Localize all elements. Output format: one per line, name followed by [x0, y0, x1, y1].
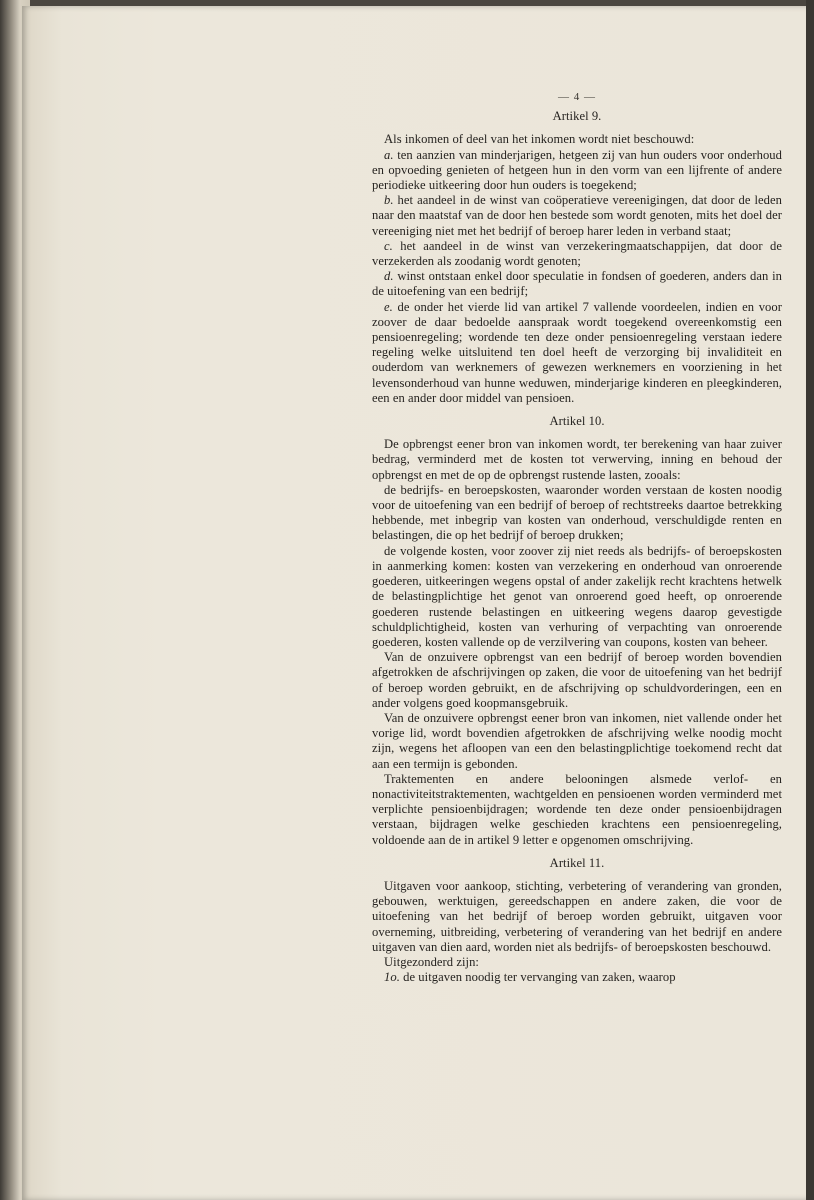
right-page-edge — [806, 0, 814, 1200]
item-text: ten aanzien van minderjarigen, hetgeen zij van hun ouders voor onderhoud en opvoeding genieten of hetgeen hun in den vorm van een lijfrente of andere periodieke uitkeering door hun ouders is toegekend; — [372, 147, 782, 193]
article-11-item-1 — [372, 970, 782, 985]
article-11-title: Artikel 11. — [549, 855, 605, 870]
article-10-paragraph: de volgende kosten, voor zoover zij niet reeds als bedrijfs- of beroepskosten in aanmerking komen: kosten van verzekering en onderhoud van onroerende goederen, uitkeeringen wegens opstal of ander zakelijk recht krachtens hetwelk de belastingplichtige het genot van onroerend goed heeft, op onroerende goederen rustende belastingen en uitkeering wegens daarop gevestigde schuldplichtigheid, kosten van verhuring of verpachting van onroerende goederen, kosten vallende op de verzilvering van coupons, kosten van beheer. — [372, 543, 782, 649]
article-9-item-a — [372, 148, 782, 194]
article-10-paragraph: de bedrijfs- en beroepskosten, waaronder worden verstaan de kosten noodig voor de uitoefening van een bedrijf of beroep of rechtstreeks daartoe betrekking hebbende, met inbegrip van kosten van onderhoud, verschuldigde renten en belastingen, die op het bedrijf of beroep drukken; — [372, 482, 782, 543]
article-9-item-d — [372, 269, 782, 299]
item-text: de uitgaven noodig ter vervanging van zaken, waarop — [403, 970, 676, 985]
item-label: c. — [384, 238, 393, 253]
item-label: d. — [384, 269, 394, 284]
article-10-title: Artikel 10. — [549, 414, 605, 429]
article-9-intro: Als inkomen of deel van het inkomen wordt niet beschouwd: — [384, 132, 695, 147]
item-text: het aandeel in de winst van verzekeringmaatschappijen, dat door de verzekerden als zoodanig wordt genoten; — [372, 238, 782, 269]
item-text: het aandeel in de winst van coöperatieve vereenigingen, dat door de leden naar den maatstaf van de door hen bestede som wordt genoten, mits het doel der vereeniging niet met het bedrijf of beroep harer leden in verband staat; — [372, 193, 782, 238]
article-11-paragraph: Uitgaven voor aankoop, stichting, verbetering of verandering van gronden, gebouwen, werktuigen, gereedschappen en andere zaken, die voor de uitoefening van het bedrijf of beroep worden gebruikt, uitgaven voor overneming, uitbreiding, verbetering of verandering van het bedrijf en andere uitgaven van dien aard, worden niet als bedrijfs- of beroepskosten beschouwd. — [372, 878, 782, 954]
item-label: e. — [384, 299, 393, 314]
text-column — [372, 90, 782, 985]
item-label: 1o. — [384, 970, 400, 985]
page-number: — 4 — — [558, 91, 596, 103]
article-10-paragraph: Traktementen en andere belooningen alsmede verlof- en nonactiviteitstraktementen, wachtgelden en pensioenen worden verminderd met verplichte pensioenbijdragen; wordende ten deze onder pensioenbijdragen verstaan, bijdragen welke geschieden krachtens een pensioenregeling, voldoende aan de in artikel 9 letter e opgenomen omschrijving. — [372, 771, 782, 847]
article-10-paragraph: Van de onzuivere opbrengst van een bedrijf of beroep worden bovendien afgetrokken de afschrijvingen op zaken, die voor de uitoefening van het bedrijf of beroep worden gebruikt, en de afschrijving op schuldvorderingen, een en ander volgens goed koopmansgebruik. — [372, 650, 782, 710]
article-10-paragraph: De opbrengst eener bron van inkomen wordt, ter berekening van haar zuiver bedrag, verminderd met de kosten tot verwerving, inning en behoud der opbrengst en met de op de opbrengst rustende lasten, zooals: — [372, 437, 782, 482]
article-9-item-c — [372, 239, 782, 269]
article-9-item-e — [372, 300, 782, 406]
article-9-item-b — [372, 193, 782, 239]
item-label: b. — [384, 193, 394, 208]
article-9-title: Artikel 9. — [552, 109, 602, 124]
item-label: a. — [384, 147, 394, 162]
item-text: winst ontstaan enkel door speculatie in fondsen of goederen, anders dan in de uitoefening van een bedrijf; — [372, 269, 783, 299]
article-11-paragraph: Uitgezonderd zijn: — [384, 954, 479, 969]
item-text: de onder het vierde lid van artikel 7 vallende voordeelen, indien en voor zoover de daar bedoelde aanspraak wordt toegekend overeenkomstig een pensioenregeling; wordende ten deze onder pensioenregeling verstaan iedere regeling welke uitsluitend ten doel heeft de verzorging bij invaliditeit en ouderdom van werknemers of gewezen werknemers en voorziening in het levensonderhoud van hunne weduwen, minderjarige kinderen en pleegkinderen, een en ander door middel van pensioen. — [372, 299, 782, 405]
article-10-paragraph: Van de onzuivere opbrengst eener bron van inkomen, niet vallende onder het vorige lid, wordt bovendien afgetrokken de afschrijving welke noodig mocht zijn, wegens het afloopen van een den belastingplichtige toekomend recht dat aan een termijn is gebonden. — [372, 710, 782, 771]
